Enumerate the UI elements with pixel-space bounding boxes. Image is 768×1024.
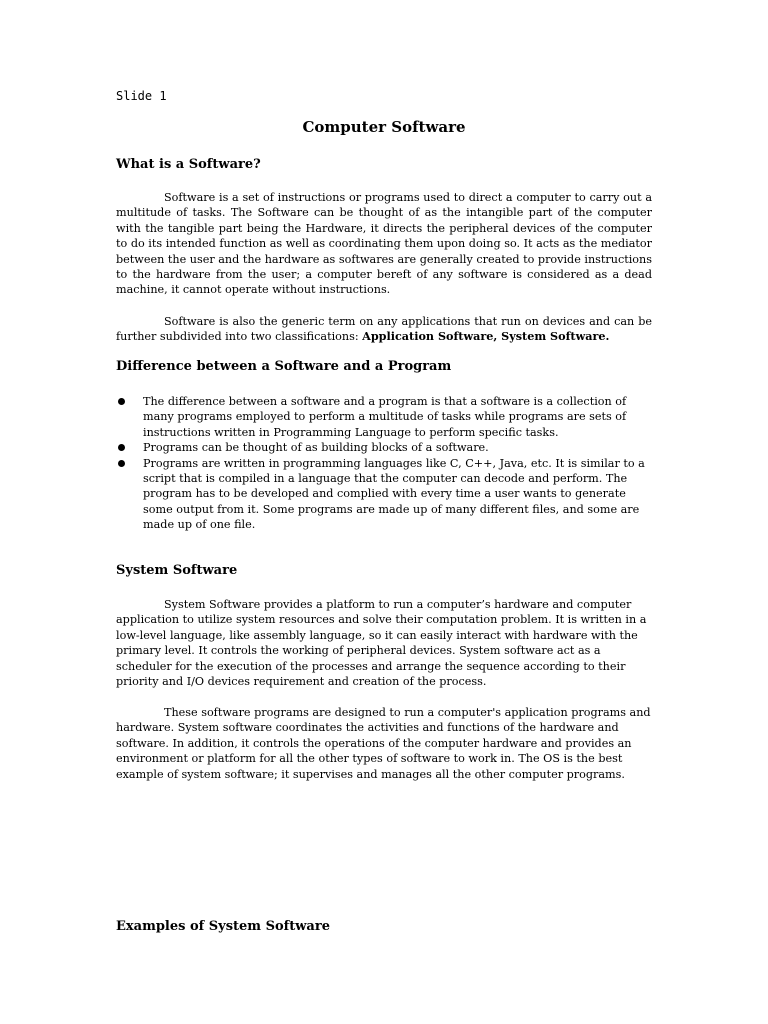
paragraph-system-software-programs: These software programs are designed to run a computer's application programs and hardware. System software coordinates the activities and functions of the hardware and software. In addition, it controls the operations of the computer hardware and provides an environment or platform for all the other types of software to work in. The OS is the best example of system software; it supervises and manages all the other computer programs.	[116, 706, 651, 781]
page-title: Computer Software	[302, 118, 466, 136]
list-item	[116, 440, 652, 455]
slide-label: Slide 1	[116, 89, 167, 103]
bullet-dot-icon	[118, 398, 125, 405]
heading-system-software: System Software	[116, 563, 238, 578]
paragraph-text: Software is also the generic term on any applications that run on devices and can be further subdivided into two classifications:	[116, 315, 652, 344]
paragraph-software-definition: Software is a set of instructions or programs used to direct a computer to carry out a multitude of tasks. The Software can be thought of as the intangible part of the computer with the tangible part being the Hardware, it directs the peripheral devices of the computer to do its intended function as well as coordinating them upon doing so. It acts as the mediator between the user and the hardware as softwares are generally created to provide instructions to the hardware from the user; a computer bereft of any software is considered as a dead machine, it cannot operate without instructions.	[116, 191, 652, 297]
list-item	[116, 394, 652, 440]
bullet-text: The difference between a software and a program is that a software is a collection of many programs employed to perform a multitude of tasks while programs are sets of instructions written in Programming Language to perform specific tasks.	[143, 395, 627, 439]
heading-software-vs-program: Difference between a Software and a Program	[116, 359, 452, 374]
classifications-bold: Application Software, System Software.	[362, 329, 610, 344]
paragraph-system-software-platform: System Software provides a platform to run a computer’s hardware and computer application to utilize system resources and solve their computation problem. It is written in a low-level language, like assembly language, so it can easily interact with hardware with the primary level. It controls the working of peripheral devices. System software act as a scheduler for the execution of the processes and arrange the sequence according to their priority and I/O devices requirement and creation of the process.	[116, 598, 647, 689]
bullet-text: Programs are written in programming languages like C, C++, Java, etc. It is similar to a script that is compiled in a language that the computer can decode and perform. The program has to be developed and complied with every time a user wants to generate some output from it. Some programs are made up of many different files, and some are made up of one file.	[143, 456, 645, 532]
heading-what-is-software: What is a Software?	[116, 157, 261, 172]
list-item	[116, 456, 652, 533]
paragraph-software-classifications	[116, 314, 652, 345]
bullet-dot-icon	[118, 460, 125, 467]
difference-bullet-list	[116, 394, 652, 533]
bullet-text: Programs can be thought of as building blocks of a software.	[143, 441, 489, 455]
heading-examples-system-software: Examples of System Software	[116, 919, 330, 934]
bullet-dot-icon	[118, 444, 125, 451]
